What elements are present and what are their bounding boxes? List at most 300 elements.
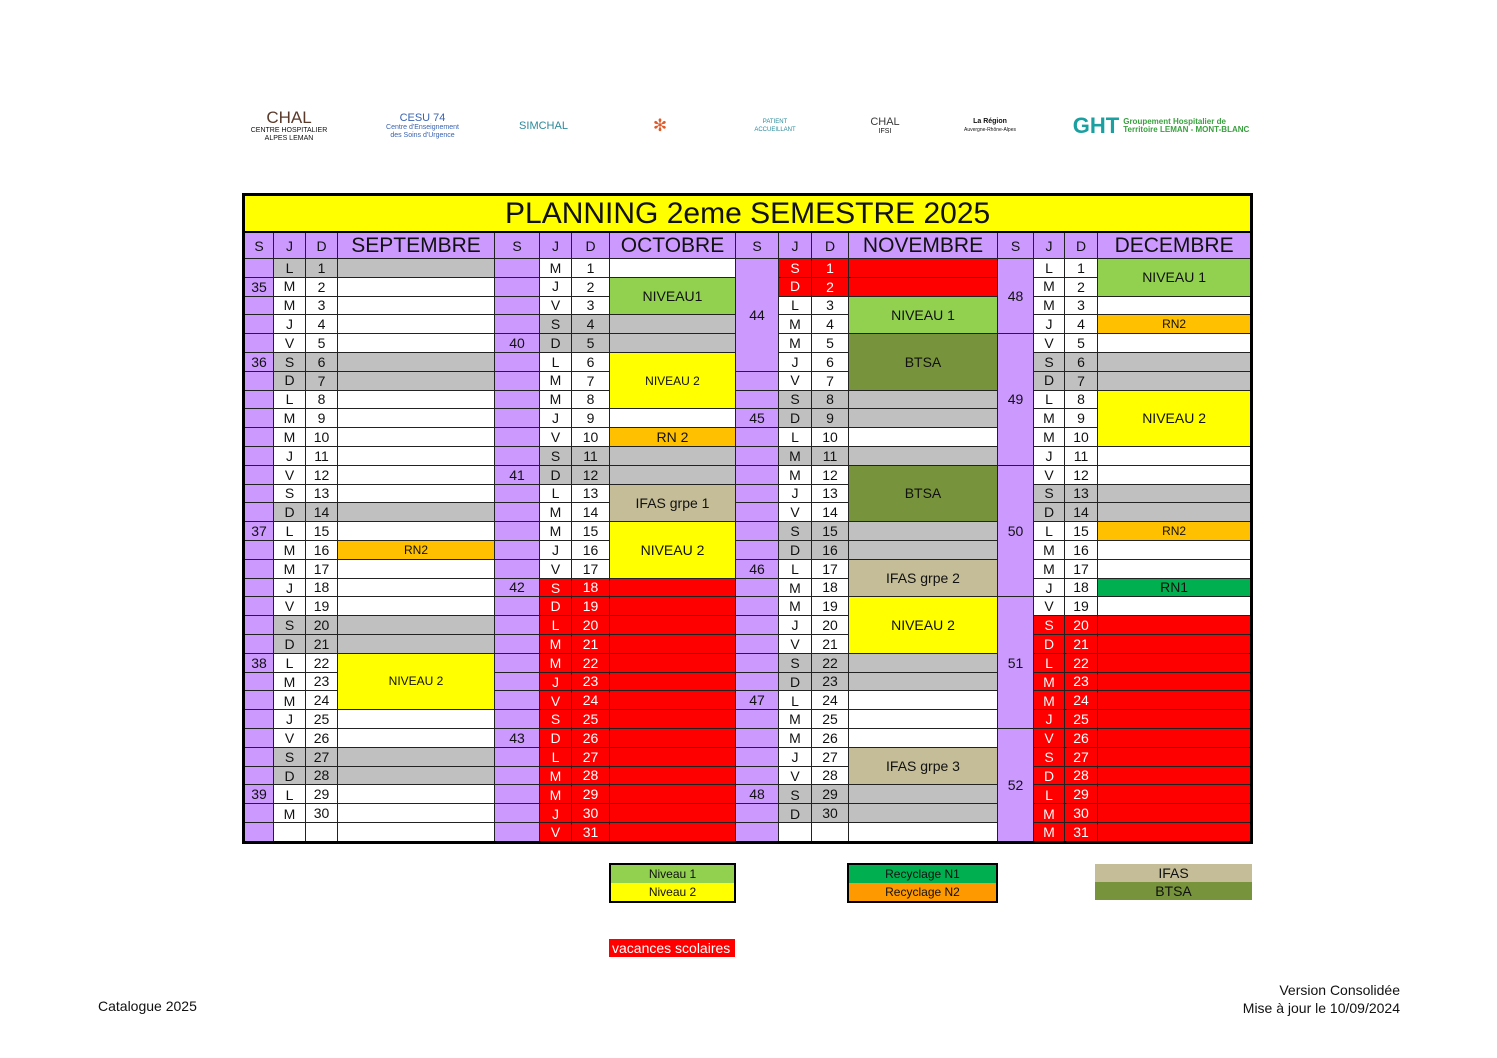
weekday-cell	[779, 634, 812, 653]
event-cell-empty[interactable]	[1098, 804, 1252, 823]
week-number: 46	[736, 559, 779, 578]
day-row	[244, 540, 1252, 559]
event-cell-empty[interactable]	[338, 728, 495, 747]
event-cell-empty[interactable]	[338, 371, 495, 390]
day-number: 3	[812, 296, 849, 315]
day-number: 9	[306, 409, 338, 428]
weekday-cell	[274, 296, 306, 315]
weekday-cell	[779, 766, 812, 785]
day-number: 13	[572, 484, 610, 503]
event-cell-empty[interactable]	[610, 822, 736, 842]
event-cell-empty[interactable]	[338, 710, 495, 729]
event-cell-empty[interactable]	[338, 409, 495, 428]
week-cell	[736, 503, 779, 522]
week-cell	[495, 522, 540, 541]
event-cell-empty[interactable]	[1098, 597, 1252, 616]
logo-text: PATIENT ACCUEILLANT	[754, 119, 796, 133]
weekday-cell	[1034, 822, 1065, 842]
legend-btsa: BTSA	[1095, 882, 1252, 900]
day-number: 22	[306, 653, 338, 672]
event-cell-empty[interactable]	[849, 390, 998, 409]
weekday-cell	[274, 804, 306, 823]
day-number: 11	[306, 446, 338, 465]
legend-vacances-scolaires: vacances scolaires	[609, 939, 735, 957]
day-number: 19	[812, 597, 849, 616]
week-cell	[244, 616, 274, 635]
weekday-cell	[540, 522, 572, 541]
week-cell	[736, 484, 779, 503]
logo-text: GHT	[1072, 113, 1120, 138]
weekday-cell	[779, 804, 812, 823]
header-j: J	[779, 232, 812, 259]
event-cell-empty[interactable]	[1098, 540, 1252, 559]
week-cell	[495, 390, 540, 409]
day-number: 12	[1065, 465, 1098, 484]
week-cell	[736, 371, 779, 390]
weekday-cell	[1034, 653, 1065, 672]
event-cell-empty[interactable]	[338, 822, 495, 842]
week-number: 49	[998, 334, 1034, 466]
day-number: 21	[1065, 634, 1098, 653]
event-cell-empty[interactable]	[849, 522, 998, 541]
weekday-cell	[1034, 522, 1065, 541]
event-niveau2[interactable]: NIVEAU 2	[1098, 390, 1252, 446]
weekday-cell	[1034, 409, 1065, 428]
day-number: 30	[812, 804, 849, 823]
event-cell-empty[interactable]	[610, 710, 736, 729]
weekday-cell	[274, 259, 306, 278]
weekday-cell	[1034, 465, 1065, 484]
event-cell-empty[interactable]	[338, 390, 495, 409]
event-cell-empty[interactable]	[1098, 634, 1252, 653]
weekday-cell	[779, 259, 812, 278]
day-number: 1	[1065, 259, 1098, 278]
event-rn2[interactable]: RN2	[338, 540, 495, 559]
week-cell	[736, 578, 779, 597]
week-cell	[244, 465, 274, 484]
event-cell-empty[interactable]	[1098, 747, 1252, 766]
weekday-cell	[1034, 540, 1065, 559]
event-niveau1[interactable]: NIVEAU 1	[849, 296, 998, 334]
event-cell-empty[interactable]	[610, 465, 736, 484]
event-cell-empty[interactable]	[338, 334, 495, 353]
weekday-cell	[779, 822, 812, 842]
event-cell-empty[interactable]	[338, 578, 495, 597]
weekday-cell	[274, 578, 306, 597]
day-number: 27	[572, 747, 610, 766]
day-number: 26	[572, 728, 610, 747]
event-cell-empty[interactable]	[849, 804, 998, 823]
week-cell	[495, 446, 540, 465]
planning-table	[242, 193, 1253, 844]
week-number: 48	[736, 785, 779, 804]
event-cell-empty[interactable]	[610, 409, 736, 428]
week-cell	[244, 484, 274, 503]
day-number: 21	[572, 634, 610, 653]
day-number: 5	[306, 334, 338, 353]
week-cell	[736, 672, 779, 691]
weekday-cell	[779, 785, 812, 804]
week-cell	[736, 766, 779, 785]
day-number: 20	[572, 616, 610, 635]
day-number: 23	[306, 672, 338, 691]
weekday-cell	[274, 277, 306, 296]
event-cell-empty[interactable]	[338, 634, 495, 653]
day-number: 28	[572, 766, 610, 785]
day-row	[244, 616, 1252, 635]
weekday-cell	[779, 710, 812, 729]
header-row	[244, 232, 1252, 259]
event-cell-empty[interactable]	[338, 559, 495, 578]
week-cell	[244, 540, 274, 559]
weekday-cell	[540, 710, 572, 729]
event-cell-empty[interactable]	[849, 728, 998, 747]
event-cell-empty[interactable]	[1098, 672, 1252, 691]
day-number: 7	[812, 371, 849, 390]
event-ifas[interactable]: IFAS grpe 2	[849, 559, 998, 597]
event-rn1[interactable]: RN1	[1098, 578, 1252, 597]
weekday-cell	[779, 484, 812, 503]
header-d: D	[306, 232, 338, 259]
event-cell-empty[interactable]	[1098, 503, 1252, 522]
event-cell-empty[interactable]	[338, 747, 495, 766]
weekday-cell	[540, 446, 572, 465]
event-niveau2[interactable]: NIVEAU 2	[849, 597, 998, 653]
event-cell-empty[interactable]	[1098, 559, 1252, 578]
event-cell-empty[interactable]	[338, 296, 495, 315]
weekday-cell	[779, 334, 812, 353]
event-cell-empty[interactable]	[1098, 616, 1252, 635]
event-cell-empty[interactable]	[610, 728, 736, 747]
week-cell	[495, 277, 540, 296]
event-cell-empty[interactable]	[1098, 446, 1252, 465]
week-cell	[244, 710, 274, 729]
day-number: 2	[306, 277, 338, 296]
event-cell-empty[interactable]	[610, 653, 736, 672]
event-niveau2[interactable]: NIVEAU 2	[610, 522, 736, 578]
weekday-cell	[540, 634, 572, 653]
weekday-cell	[779, 540, 812, 559]
day-number: 28	[1065, 766, 1098, 785]
day-number: 3	[306, 296, 338, 315]
day-number: 10	[812, 428, 849, 447]
header-d: D	[1065, 232, 1098, 259]
day-number: 1	[812, 259, 849, 278]
week-cell	[736, 822, 779, 842]
event-cell-empty[interactable]	[849, 446, 998, 465]
event-cell-empty[interactable]	[338, 465, 495, 484]
event-cell-empty[interactable]	[1098, 352, 1252, 371]
event-cell-empty[interactable]	[338, 616, 495, 635]
weekday-cell	[274, 446, 306, 465]
event-cell-empty[interactable]	[338, 766, 495, 785]
day-number: 12	[572, 465, 610, 484]
planning-title: PLANNING 2eme SEMESTRE 2025	[244, 195, 1252, 233]
day-number: 30	[306, 804, 338, 823]
weekday-cell	[274, 390, 306, 409]
day-number: 6	[1065, 352, 1098, 371]
week-cell	[244, 578, 274, 597]
week-number: 41	[495, 465, 540, 484]
event-cell-empty[interactable]	[338, 503, 495, 522]
weekday-cell	[540, 465, 572, 484]
header-s: S	[244, 232, 274, 259]
week-cell	[495, 672, 540, 691]
event-cell-empty[interactable]	[610, 616, 736, 635]
day-number: 7	[306, 371, 338, 390]
header-j: J	[1034, 232, 1065, 259]
week-number: 52	[998, 728, 1034, 842]
event-cell-empty[interactable]	[338, 352, 495, 371]
event-cell-empty[interactable]	[1098, 691, 1252, 710]
day-number: 24	[306, 691, 338, 710]
update-date-label: Mise à jour le 10/09/2024	[1242, 1000, 1400, 1016]
event-cell-empty[interactable]	[849, 822, 998, 842]
event-cell-empty[interactable]	[1098, 653, 1252, 672]
event-cell-empty[interactable]	[338, 597, 495, 616]
day-number: 11	[812, 446, 849, 465]
event-niveau1[interactable]: NIVEAU 1	[1098, 259, 1252, 297]
weekday-cell	[274, 428, 306, 447]
week-cell	[736, 710, 779, 729]
event-cell-empty[interactable]	[1098, 465, 1252, 484]
week-number: 43	[495, 728, 540, 747]
day-number: 14	[572, 503, 610, 522]
event-cell-empty[interactable]	[338, 804, 495, 823]
weekday-cell	[1034, 559, 1065, 578]
day-number: 24	[1065, 691, 1098, 710]
weekday-cell	[779, 371, 812, 390]
legend-niveau2: Niveau 2	[611, 883, 734, 901]
header-d: D	[812, 232, 849, 259]
logo-subtext: IFSI	[878, 128, 892, 135]
weekday-cell	[1034, 672, 1065, 691]
week-cell	[244, 728, 274, 747]
day-row	[244, 390, 1252, 409]
event-cell-empty[interactable]	[338, 428, 495, 447]
event-cell-empty[interactable]	[610, 804, 736, 823]
event-cell-empty[interactable]	[849, 672, 998, 691]
event-cell-empty[interactable]	[849, 653, 998, 672]
day-row	[244, 371, 1252, 390]
week-cell	[736, 653, 779, 672]
logo-subtext: Groupement Hospitalier de Territoire LEMAN - MONT-BLANC	[1123, 117, 1250, 134]
event-cell-empty[interactable]	[610, 315, 736, 334]
week-cell	[736, 390, 779, 409]
day-number: 6	[812, 352, 849, 371]
week-cell	[495, 503, 540, 522]
week-cell	[495, 315, 540, 334]
day-number: 17	[306, 559, 338, 578]
weekday-cell	[779, 409, 812, 428]
week-cell	[244, 315, 274, 334]
weekday-cell	[540, 371, 572, 390]
week-cell	[495, 484, 540, 503]
week-cell	[495, 653, 540, 672]
week-cell	[495, 559, 540, 578]
event-cell-empty[interactable]	[338, 259, 495, 278]
event-cell-empty[interactable]	[610, 334, 736, 353]
day-number: 30	[572, 804, 610, 823]
event-ifas[interactable]: IFAS grpe 3	[849, 747, 998, 785]
event-cell-empty[interactable]	[610, 578, 736, 597]
weekday-cell	[1034, 484, 1065, 503]
week-cell	[495, 747, 540, 766]
event-cell-empty[interactable]	[849, 691, 998, 710]
event-cell-empty[interactable]	[338, 484, 495, 503]
day-number: 13	[1065, 484, 1098, 503]
week-cell	[495, 428, 540, 447]
cesu-logo	[385, 98, 460, 154]
weekday-cell	[274, 747, 306, 766]
day-number: 29	[1065, 785, 1098, 804]
weekday-cell	[1034, 747, 1065, 766]
event-btsa[interactable]: BTSA	[849, 465, 998, 521]
day-number: 27	[812, 747, 849, 766]
day-number: 9	[572, 409, 610, 428]
day-row	[244, 446, 1252, 465]
logo-text: CHAL	[266, 108, 312, 127]
event-cell-empty[interactable]	[338, 785, 495, 804]
weekday-cell	[274, 822, 306, 842]
event-cell-empty[interactable]	[849, 259, 998, 278]
event-cell-empty[interactable]	[610, 259, 736, 278]
weekday-cell	[1034, 390, 1065, 409]
day-number: 22	[572, 653, 610, 672]
week-cell	[495, 766, 540, 785]
event-rn2[interactable]: RN2	[1098, 315, 1252, 334]
weekday-cell	[779, 691, 812, 710]
week-cell	[736, 540, 779, 559]
week-number: 35	[244, 277, 274, 296]
weekday-cell	[274, 352, 306, 371]
event-cell-empty[interactable]	[338, 446, 495, 465]
event-cell-empty[interactable]	[338, 277, 495, 296]
event-cell-empty[interactable]	[1098, 371, 1252, 390]
event-btsa[interactable]: BTSA	[849, 334, 998, 390]
day-number: 10	[306, 428, 338, 447]
weekday-cell	[274, 691, 306, 710]
title-row	[244, 195, 1252, 233]
event-cell-empty[interactable]	[1098, 822, 1252, 842]
weekday-cell	[779, 559, 812, 578]
event-cell-empty[interactable]	[849, 785, 998, 804]
day-number: 1	[306, 259, 338, 278]
event-cell-empty[interactable]	[849, 277, 998, 296]
weekday-cell	[274, 672, 306, 691]
day-number: 8	[306, 390, 338, 409]
event-cell-empty[interactable]	[849, 428, 998, 447]
week-cell	[495, 597, 540, 616]
month-header-octobre: OCTOBRE	[610, 232, 736, 259]
week-cell	[244, 766, 274, 785]
weekday-cell	[779, 465, 812, 484]
event-rn2[interactable]: RN2	[1098, 522, 1252, 541]
day-number: 26	[306, 728, 338, 747]
weekday-cell	[540, 277, 572, 296]
event-ifas[interactable]: IFAS grpe 1	[610, 484, 736, 522]
weekday-cell	[779, 728, 812, 747]
week-cell	[495, 371, 540, 390]
week-cell	[736, 616, 779, 635]
event-cell-empty[interactable]	[1098, 334, 1252, 353]
event-cell-empty[interactable]	[1098, 728, 1252, 747]
event-cell-empty[interactable]	[849, 710, 998, 729]
weekday-cell	[274, 634, 306, 653]
chal-ifsi-logo	[855, 98, 915, 154]
event-cell-empty[interactable]	[1098, 766, 1252, 785]
patient-accueillant-logo	[745, 98, 805, 154]
week-number: 40	[495, 334, 540, 353]
event-niveau2[interactable]: NIVEAU 2	[610, 352, 736, 408]
weekday-cell	[779, 446, 812, 465]
day-number: 20	[306, 616, 338, 635]
event-niveau2[interactable]: NIVEAU 2	[338, 653, 495, 709]
day-number: 27	[1065, 747, 1098, 766]
event-cell-empty[interactable]	[610, 766, 736, 785]
day-number: 26	[812, 728, 849, 747]
day-row	[244, 728, 1252, 747]
weekday-cell	[540, 409, 572, 428]
event-cell-empty[interactable]	[610, 785, 736, 804]
event-cell-empty[interactable]	[610, 597, 736, 616]
event-cell-empty[interactable]	[849, 540, 998, 559]
event-cell-empty[interactable]	[338, 315, 495, 334]
weekday-cell	[1034, 578, 1065, 597]
day-number: 12	[812, 465, 849, 484]
week-cell	[495, 616, 540, 635]
week-cell	[244, 559, 274, 578]
event-cell-empty[interactable]	[610, 446, 736, 465]
day-number: 14	[306, 503, 338, 522]
day-number: 27	[306, 747, 338, 766]
weekday-cell	[779, 597, 812, 616]
day-number: 2	[572, 277, 610, 296]
event-cell-empty[interactable]	[610, 672, 736, 691]
event-cell-empty[interactable]	[610, 747, 736, 766]
day-number: 11	[1065, 446, 1098, 465]
event-cell-empty[interactable]	[610, 634, 736, 653]
weekday-cell	[274, 522, 306, 541]
weekday-cell	[1034, 352, 1065, 371]
weekday-cell	[540, 785, 572, 804]
event-cell-empty[interactable]	[338, 522, 495, 541]
weekday-cell	[540, 540, 572, 559]
event-rn2[interactable]: RN 2	[610, 428, 736, 447]
weekday-cell	[274, 559, 306, 578]
event-cell-empty[interactable]	[1098, 785, 1252, 804]
weekday-cell	[540, 315, 572, 334]
event-cell-empty[interactable]	[1098, 710, 1252, 729]
event-cell-empty[interactable]	[849, 409, 998, 428]
day-number: 10	[572, 428, 610, 447]
event-cell-empty[interactable]	[1098, 484, 1252, 503]
header-s: S	[998, 232, 1034, 259]
weekday-cell	[779, 428, 812, 447]
weekday-cell	[540, 352, 572, 371]
event-cell-empty[interactable]	[1098, 296, 1252, 315]
event-cell-empty[interactable]	[610, 691, 736, 710]
weekday-cell	[540, 559, 572, 578]
day-number: 8	[812, 390, 849, 409]
weekday-cell	[779, 653, 812, 672]
weekday-cell	[540, 578, 572, 597]
week-cell	[244, 371, 274, 390]
day-number: 3	[572, 296, 610, 315]
week-cell	[736, 465, 779, 484]
event-niveau1[interactable]: NIVEAU1	[610, 277, 736, 315]
day-number: 14	[812, 503, 849, 522]
